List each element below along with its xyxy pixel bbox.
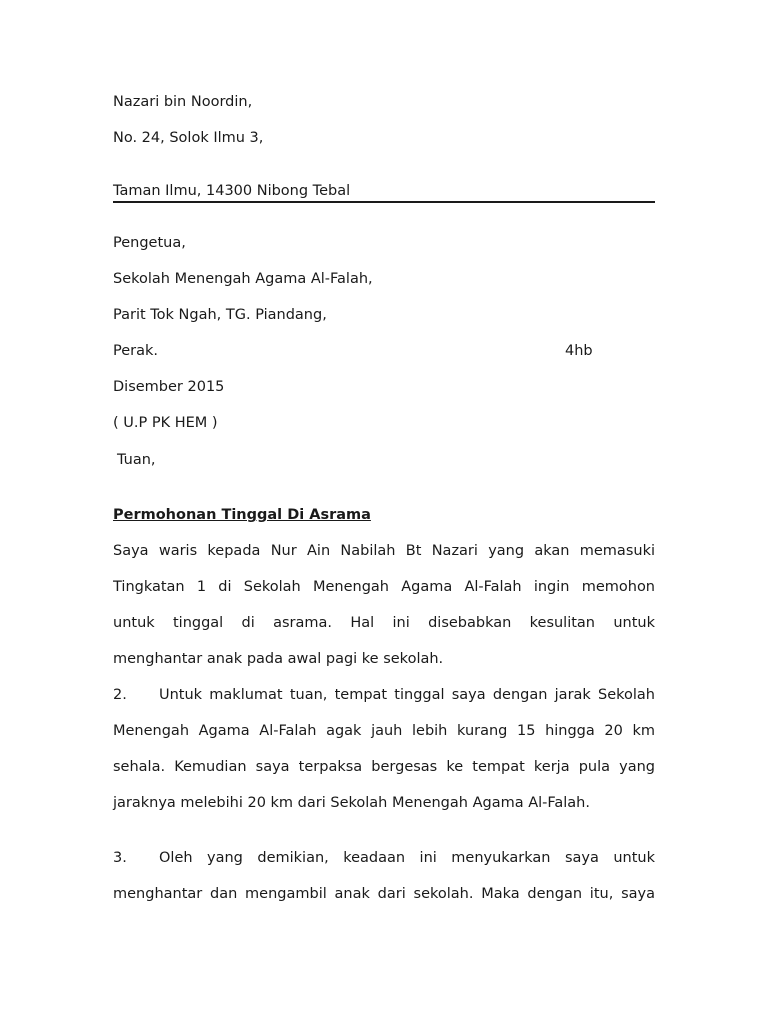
- body-p1-line4: menghantar anak pada awal pagi ke sekolah.: [113, 651, 444, 667]
- body-p2-line2: Menengah Agama Al-Falah agak jauh lebih kurang 15 hingga 20 km: [113, 723, 655, 739]
- body-p2-line4: jaraknya melebihi 20 km dari Sekolah Menengah Agama Al-Falah.: [113, 795, 590, 811]
- letter-subject: Permohonan Tinggal Di Asrama: [113, 507, 371, 523]
- sender-address-line2: Taman Ilmu, 14300 Nibong Tebal: [113, 183, 351, 199]
- body-p1-line2: Tingkatan 1 di Sekolah Menengah Agama Al-Falah ingin memohon: [113, 579, 655, 595]
- recipient-title: Pengetua,: [113, 235, 186, 251]
- header-divider: [113, 201, 655, 203]
- body-p3-line2: menghantar dan mengambil anak dari sekolah. Maka dengan itu, saya: [113, 886, 655, 902]
- body-p2-line1: Untuk maklumat tuan, tempat tinggal saya dengan jarak Sekolah: [159, 687, 655, 703]
- body-p2-number: 2.: [113, 687, 127, 703]
- date-day: 4hb: [565, 343, 593, 359]
- body-p3-number: 3.: [113, 850, 127, 866]
- recipient-address-line1: Parit Tok Ngah, TG. Piandang,: [113, 307, 327, 323]
- body-p3-line1: Oleh yang demikian, keadaan ini menyukarkan saya untuk: [159, 850, 655, 866]
- sender-name: Nazari bin Noordin,: [113, 94, 253, 110]
- salutation: Tuan,: [117, 452, 156, 468]
- recipient-school: Sekolah Menengah Agama Al-Falah,: [113, 271, 373, 287]
- recipient-address-line2: Perak.: [113, 343, 159, 359]
- date-month-year: Disember 2015: [113, 379, 225, 395]
- body-p2-line3: sehala. Kemudian saya terpaksa bergesas ke tempat kerja pula yang: [113, 759, 655, 775]
- attention-line: ( U.P PK HEM ): [113, 415, 218, 431]
- sender-address-line1: No. 24, Solok Ilmu 3,: [113, 130, 264, 146]
- body-p1-line3: untuk tinggal di asrama. Hal ini disebabkan kesulitan untuk: [113, 615, 655, 631]
- body-p1-line1: Saya waris kepada Nur Ain Nabilah Bt Nazari yang akan memasuki: [113, 543, 655, 559]
